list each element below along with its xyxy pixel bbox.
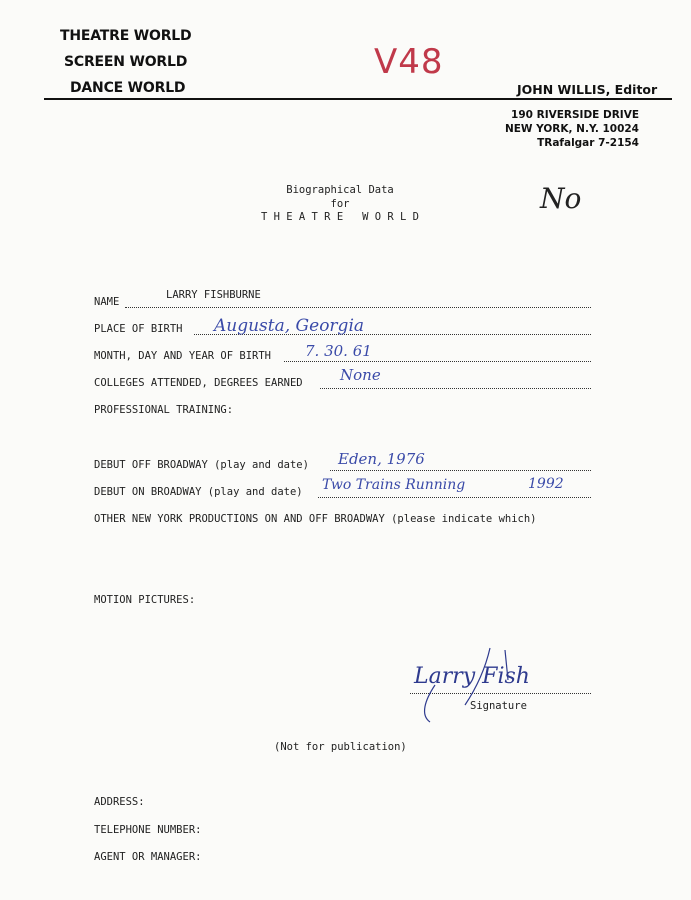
address-street: 190 RIVERSIDE DRIVE: [511, 109, 639, 121]
motion-pictures-label: MOTION PICTURES:: [94, 594, 196, 606]
on-broadway-year: 1992: [528, 476, 564, 492]
masthead-theatre-world: THEATRE WORLD: [60, 28, 192, 44]
signature-label: Signature: [470, 700, 527, 712]
colleges-value: None: [340, 366, 381, 384]
header-for: for: [330, 198, 350, 210]
name-dotted-line: [125, 307, 591, 308]
off-broadway-value: Eden, 1976: [338, 450, 425, 468]
on-broadway-dotted-line: [318, 497, 591, 498]
header-theatre-world: T H E A T R E W O R L D: [260, 211, 420, 223]
name-value: LARRY FISHBURNE: [166, 289, 261, 301]
colleges-label: COLLEGES ATTENDED, DEGREES EARNED: [94, 377, 303, 389]
not-for-publication-note: (Not for publication): [274, 741, 407, 753]
editor-name: JOHN WILLIS, Editor: [517, 82, 658, 97]
name-label: NAME: [94, 296, 120, 308]
red-handwritten-mark: V48: [374, 42, 444, 82]
other-productions-label: OTHER NEW YORK PRODUCTIONS ON AND OFF BROADWAY (please indicate which): [94, 513, 537, 525]
telephone-label: TELEPHONE NUMBER:: [94, 824, 202, 836]
birthdate-dotted-line: [284, 361, 591, 362]
colleges-dotted-line: [320, 388, 591, 389]
handwritten-no-mark: No: [540, 182, 582, 215]
birthdate-value: 7. 30. 61: [305, 342, 372, 360]
publisher-address: [505, 108, 639, 150]
header-biographical-data: Biographical Data: [286, 184, 394, 196]
on-broadway-play: Two Trains Running: [322, 477, 466, 493]
birthplace-value: Augusta, Georgia: [214, 316, 365, 336]
signature-flourish: [395, 640, 555, 730]
address-phone: TRafalgar 7-2154: [537, 137, 639, 149]
on-broadway-label: DEBUT ON BROADWAY (play and date): [94, 486, 303, 498]
address-label: ADDRESS:: [94, 796, 145, 808]
masthead-screen-world: SCREEN WORLD: [64, 54, 188, 70]
birthplace-label: PLACE OF BIRTH: [94, 323, 183, 335]
off-broadway-label: DEBUT OFF BROADWAY (play and date): [94, 459, 309, 471]
signature-value: Larry Fish: [414, 664, 530, 689]
address-city: NEW YORK, N.Y. 10024: [504, 123, 639, 135]
masthead-dance-world: DANCE WORLD: [70, 80, 186, 96]
birthdate-label: MONTH, DAY AND YEAR OF BIRTH: [94, 350, 272, 362]
training-label: PROFESSIONAL TRAINING:: [94, 404, 234, 416]
off-broadway-dotted-line: [330, 470, 591, 471]
agent-label: AGENT OR MANAGER:: [94, 851, 202, 863]
masthead-rule: [44, 98, 672, 100]
